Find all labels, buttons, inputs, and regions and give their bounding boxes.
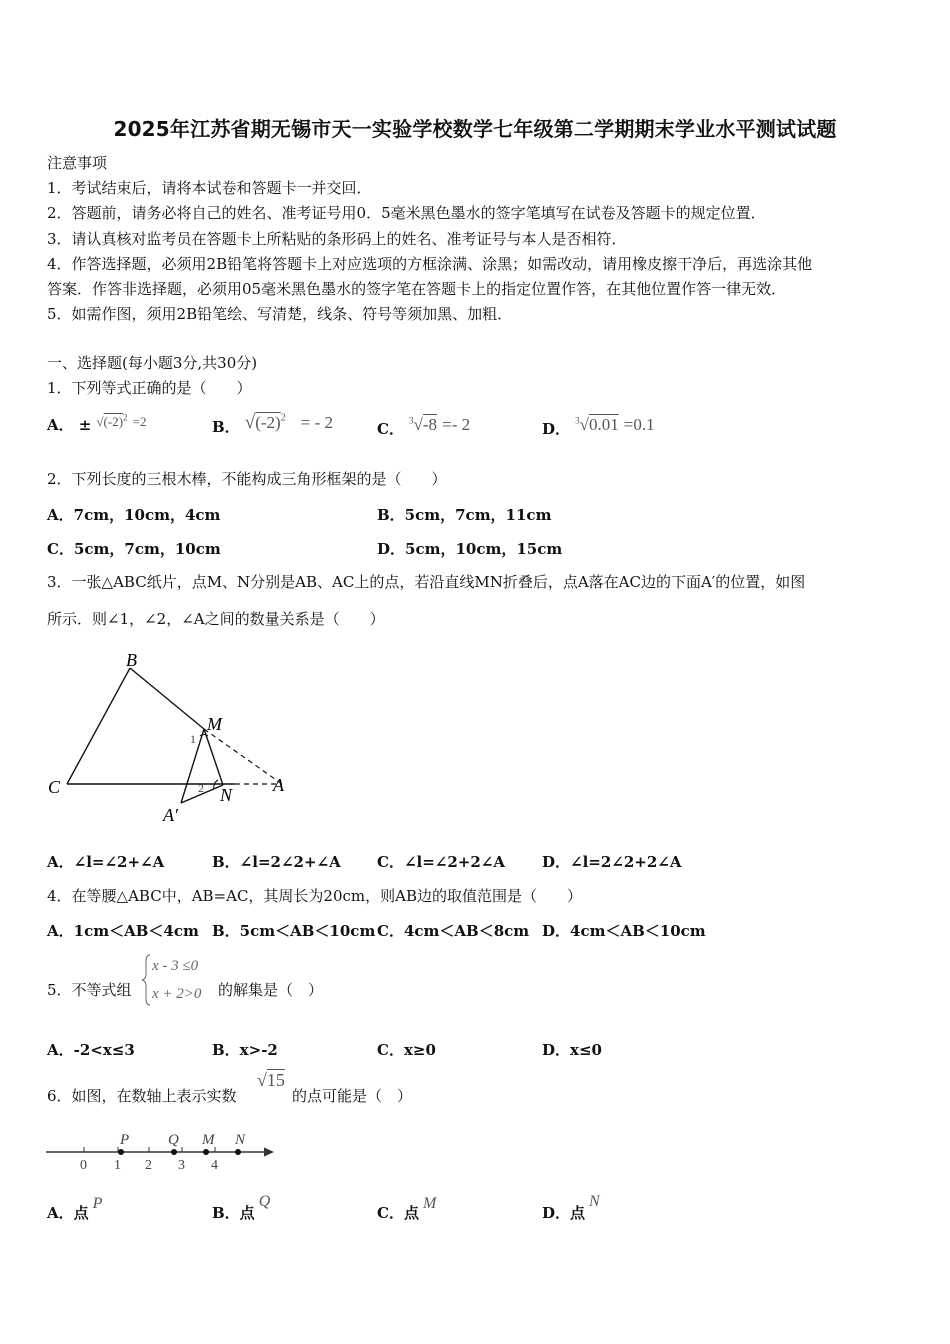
q3-triangle-figure [40, 648, 300, 830]
label-angle-1: 1 [190, 732, 196, 746]
segment-mn [204, 729, 223, 785]
label-m: M [207, 714, 222, 734]
axis-point [171, 1149, 177, 1155]
q2-option-d: D．5cm，10cm，15cm [377, 540, 563, 558]
notice-item: 2．答题前，请务必将自己的姓名、准考证号用0．5毫米黑色墨水的签字笔填写在试卷及答题卡的规定位置． [47, 204, 766, 222]
q6-number-line [44, 1128, 276, 1174]
axis-tick-label: 0 [80, 1158, 87, 1173]
question-4-stem: 4．在等腰△ABC中，AB=AC，其周长为20cm，则AB边的取值范围是（ ） [47, 887, 582, 905]
axis-ticks [80, 1147, 218, 1173]
axis-point-label: N [235, 1132, 246, 1148]
q6-option-b: B．点Q [212, 1193, 271, 1222]
notice-item: 4．作答选择题，必须用2B铅笔将答题卡上对应选项的方框涂满、涂黑；如需改动，请用橡皮擦干净后，再选涂其他 [47, 255, 813, 273]
q6-option-a: A．点P [47, 1195, 103, 1222]
notice-heading: 注意事项 [47, 154, 108, 172]
axis-arrow-icon [264, 1148, 274, 1157]
q6-option-d: D．点N [542, 1193, 600, 1222]
q1-option-d: D． $^3$√0.01 =0.1 [542, 415, 655, 438]
q3-option-c: C．∠l=∠2+2∠A [377, 853, 505, 871]
q1-option-c: C． $^3$√-8 =- 2 [377, 415, 471, 438]
notice-item: 3．请认真核对监考员在答题卡上所粘贴的条形码上的姓名、准考证号与本人是否相符． [47, 230, 627, 248]
page-title: 2025年江苏省期无锡市天一实验学校数学七年级第二学期期末学业水平测试试题 [113, 117, 837, 141]
q3-option-a: A．∠l=∠2+∠A [47, 853, 165, 871]
axis-point-label: P [120, 1132, 130, 1148]
axis-point [235, 1149, 241, 1155]
segment-bc [67, 668, 130, 784]
q1-option-a: A． ± $^{√(-2)^2}$ $^{=2}$ [47, 412, 147, 434]
question-2-stem: 2．下列长度的三根木棒，不能构成三角形框架的是（ ） [47, 470, 447, 488]
q2-option-a: A．7cm，10cm，4cm [47, 506, 221, 524]
q5-option-d: D．x≤0 [542, 1041, 602, 1059]
notice-item: 答案．作答非选择题，必须用05毫米黑色墨水的签字笔在答题卡上的指定位置作答，在其他位置作答一律无效． [47, 280, 787, 298]
q2-option-c: C．5cm，7cm，10cm [47, 540, 221, 558]
q5-option-b: B．x>-2 [212, 1041, 278, 1059]
label-c: C [48, 777, 61, 797]
question-5-stem-post: 的解集是（ ） [218, 981, 324, 999]
notice-item: 1．考试结束后，请将本试卷和答题卡一并交回． [47, 179, 372, 197]
label-a-prime: A′ [163, 805, 178, 825]
q3-option-b: B．∠l=2∠2+∠A [212, 853, 341, 871]
section-heading: 一、选择题(每小题3分,共30分) [47, 354, 258, 372]
q4-option-c: C．4cm＜AB＜8cm [377, 922, 530, 940]
q2-option-b: B．5cm，7cm，11cm [377, 506, 552, 524]
label-b: B [126, 650, 137, 670]
q4-option-a: A．1cm＜AB＜4cm [47, 922, 199, 940]
q5-option-c: C．x≥0 [377, 1041, 436, 1059]
q6-option-c: C．点M [377, 1195, 437, 1222]
q4-option-d: D．4cm＜AB＜10cm [542, 922, 706, 940]
axis-tick-label: 3 [178, 1158, 185, 1173]
axis-point-label: M [202, 1132, 215, 1148]
question-6-stem-pre: 6．如图，在数轴上表示实数 [47, 1087, 237, 1105]
label-angle-2: 2 [198, 781, 204, 795]
axis-tick-label: 2 [145, 1158, 152, 1173]
axis-tick-label: 1 [114, 1158, 121, 1173]
q1-option-b: B． $√(-2)^2$ = - 2 [212, 412, 334, 436]
axis-point [203, 1149, 209, 1155]
axis-point-label: Q [168, 1132, 179, 1148]
notice-item: 5．如需作图，须用2B铅笔绘、写清楚，线条、符号等须加黑、加粗． [47, 305, 513, 323]
segment-bm [130, 668, 204, 729]
question-3-stem-line2: 所示．则∠1，∠2，∠A之间的数量关系是（ ） [47, 610, 385, 628]
label-a: A [273, 775, 284, 795]
question-1-stem: 1．下列等式正确的是（ ） [47, 379, 252, 397]
q3-option-d: D．∠l=2∠2+2∠A [542, 853, 682, 871]
q5-inequality-system [141, 952, 221, 1008]
segment-ma-dashed [204, 729, 282, 784]
q4-option-b: B．5cm＜AB＜10cm [212, 922, 376, 940]
axis-tick-label: 4 [211, 1158, 218, 1173]
inequality-line-1: x - 3 ≤0 [152, 958, 199, 974]
question-6-stem-post: 的点可能是（ ） [292, 1087, 413, 1105]
q6-sqrt-15: √15 [257, 1070, 285, 1090]
axis-point [118, 1149, 124, 1155]
q5-option-a: A．-2<x≤3 [47, 1041, 135, 1059]
question-3-stem-line1: 3．一张△ABC纸片，点M、N分别是AB、AC上的点，若沿直线MN折叠后，点A落在AC边的下面A′的位置，如图 [47, 573, 806, 591]
label-n: N [220, 785, 233, 805]
inequality-line-2: x + 2>0 [152, 986, 202, 1002]
brace-icon [142, 955, 150, 1005]
question-5-stem-pre: 5．不等式组 [47, 981, 132, 999]
